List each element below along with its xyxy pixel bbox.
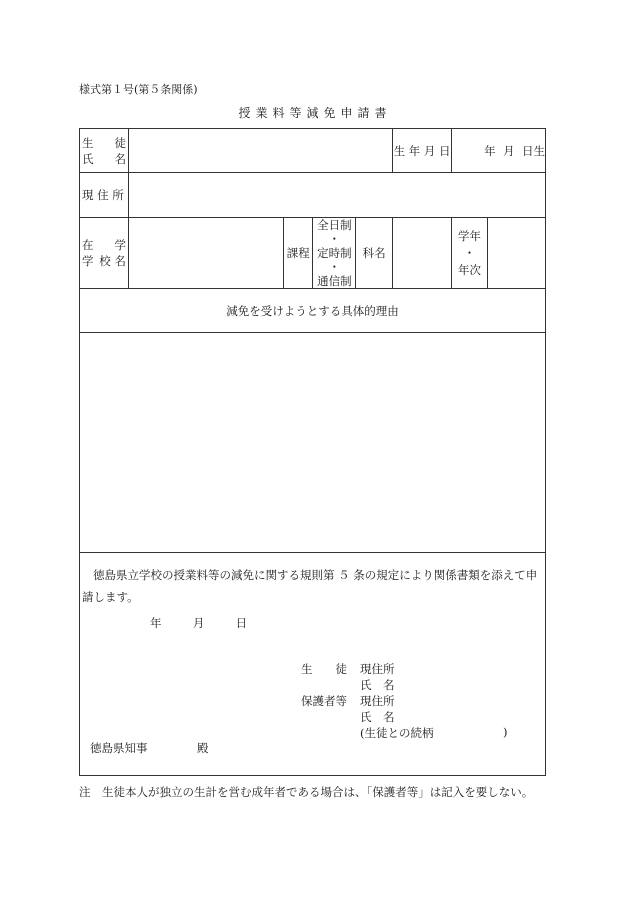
student-address-label: 現住所 [360, 662, 395, 676]
addressee-honorific: 殿 [197, 741, 209, 755]
student-name-label-cell: 生 徒 氏 名 [80, 129, 129, 173]
course-label: 課程 [283, 218, 313, 289]
course-fulltime: 全日制 [317, 218, 352, 232]
form-number: 様式第１号(第５条関係) [79, 83, 198, 96]
school-label-cell: 在 学 学 校 名 [80, 218, 129, 289]
birth-year-unit: 年 [484, 143, 496, 158]
birthdate-label: 生 年 月 日 [393, 129, 452, 173]
addressee-name: 徳島県知事 [90, 741, 148, 755]
reason-field[interactable] [80, 333, 546, 553]
grade-field[interactable] [487, 218, 545, 289]
reason-header: 減免を受けようとする具体的理由 [80, 289, 546, 333]
course-parttime: 定時制 [317, 246, 352, 260]
birth-month-unit: 月 [503, 143, 515, 158]
address-field[interactable] [128, 173, 545, 218]
guardian-name-label: 氏 名 [360, 710, 395, 724]
student-role: 生 徒 [301, 662, 347, 676]
student-name-sign-label: 氏 名 [360, 678, 395, 692]
student-name-field[interactable] [128, 129, 392, 173]
grade-options[interactable]: 学年 ・ 年次 [452, 218, 488, 289]
birth-day-unit: 日生 [522, 143, 545, 158]
relation-close: ) [503, 725, 508, 739]
footnote: 注 生徒本人が独立の生計を営む成年者である場合は、「保護者等」は記入を要しない。 [79, 785, 534, 799]
date-month-unit: 月 [192, 616, 205, 630]
date-day-unit: 日 [235, 616, 248, 630]
department-label: 科名 [356, 218, 393, 289]
guardian-role: 保護者等 [301, 694, 347, 708]
address-label: 現 住 所 [80, 173, 129, 218]
course-options[interactable]: 全日制 ・ 定時制 ・ 通信制 [313, 218, 356, 289]
form-title: 授業料等減免申請書 [238, 106, 392, 120]
birthdate-field[interactable] [452, 129, 546, 173]
application-table [79, 128, 546, 776]
guardian-address-label: 現住所 [360, 694, 395, 708]
school-name-field[interactable] [128, 218, 283, 289]
course-correspondence: 通信制 [317, 274, 352, 288]
date-year-unit: 年 [150, 616, 162, 630]
relation-label: (生徒との続柄 [360, 726, 434, 740]
department-field[interactable] [393, 218, 452, 289]
date-line[interactable] [150, 615, 247, 631]
declaration-text: 徳島県立学校の授業料等の減免に関する規則第 ５ 条の規定により関係書類を添えて申請します。 [82, 568, 538, 604]
